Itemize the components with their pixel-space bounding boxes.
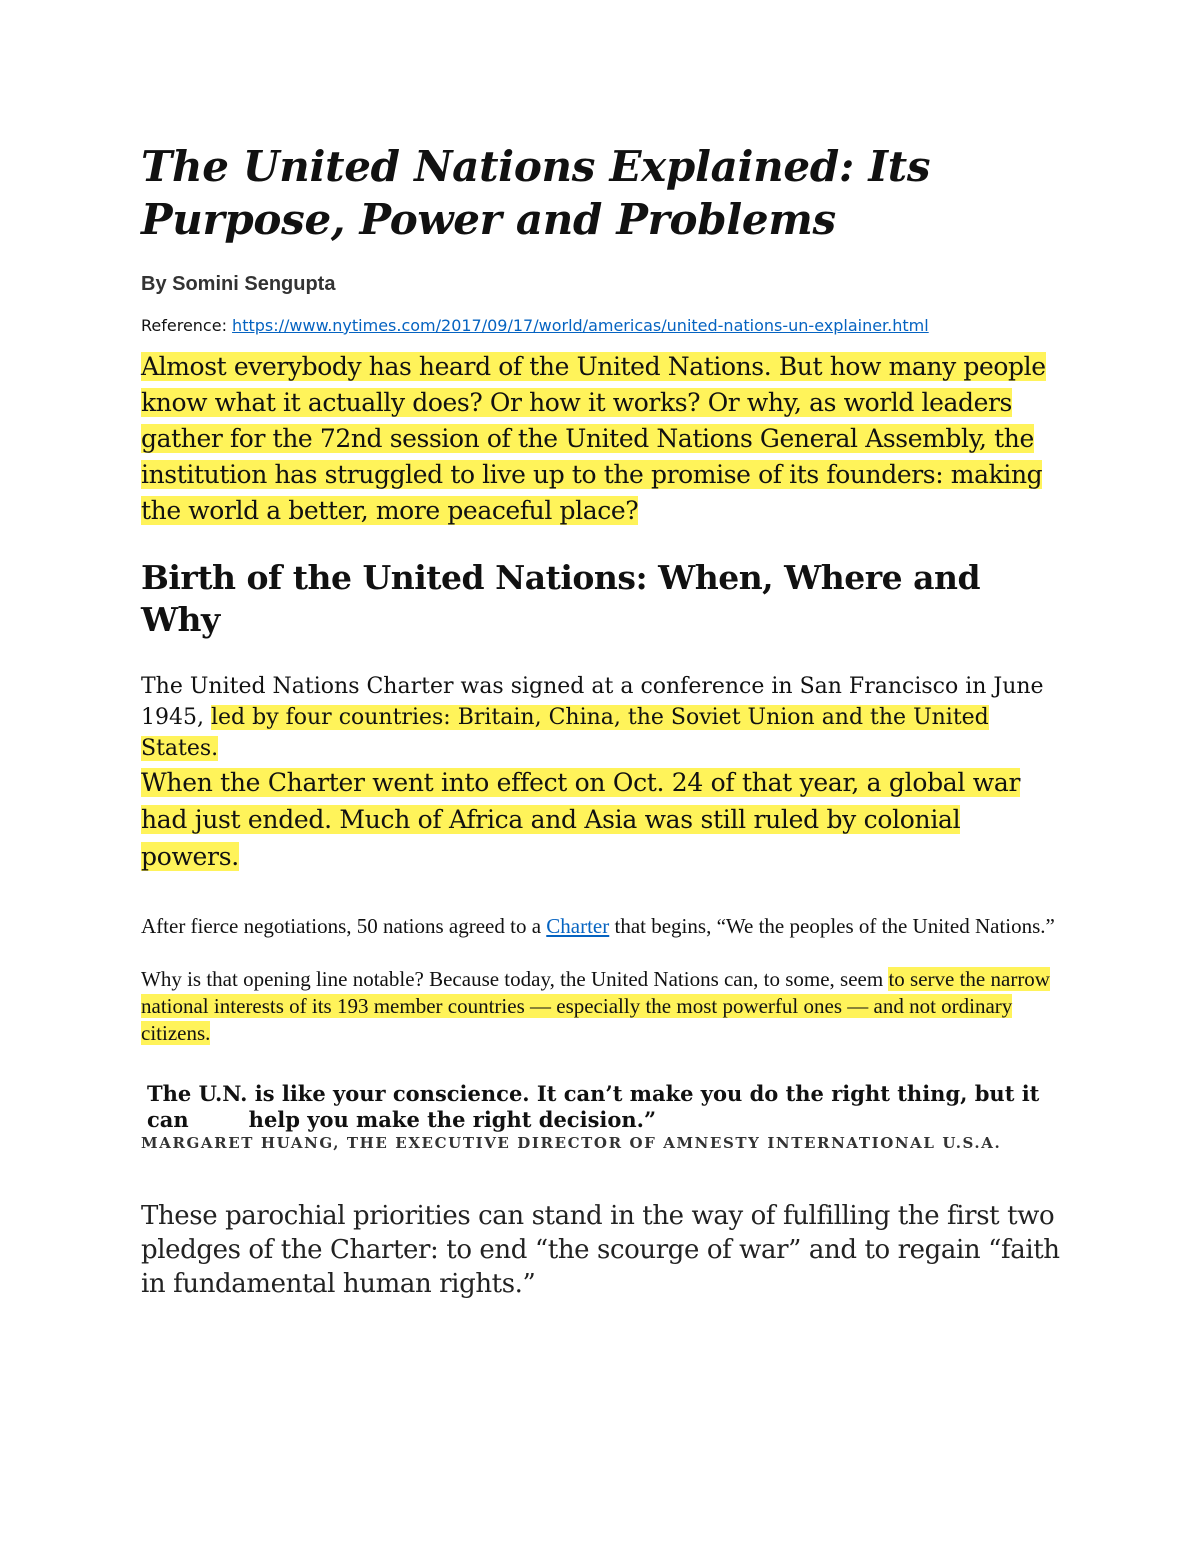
notable-highlighted-text: to serve the narrow national interests of its 193 member countries — especially the most powerful ones — and not ordinary citizens. xyxy=(141,967,1050,1045)
reference-label: Reference: xyxy=(141,316,233,335)
notable-paragraph xyxy=(141,966,1061,1047)
article-body xyxy=(141,140,1061,1301)
charter-highlighted-text: led by four countries: Britain, China, the Soviet Union and the United States. xyxy=(141,705,989,761)
article-title: The United Nations Explained: Its Purpose, Power and Problems xyxy=(141,142,931,244)
closing-paragraph: These parochial priorities can stand in the way of fulfilling the first two pledges of the Charter: to end “the scourge of war” and to regain “faith in fundamental human rights.” xyxy=(141,1201,1060,1299)
reference-link[interactable]: https://www.nytimes.com/2017/09/17/world/americas/united-nations-un-explainer.html xyxy=(232,316,929,335)
quote-text-part1: The U.N. is like your conscience. It can’t make you do the right thing, but it can xyxy=(147,1081,1040,1132)
notable-plain-text: Why is that opening line notable? Because today, the United Nations can, to some, seem xyxy=(141,967,889,991)
intro-highlighted-text: Almost everybody has heard of the United Nations. But how many people know what it actually does? Or how it works? Or why, as world leaders gather for the 72nd session of the United Nations General Assembly, the institution has struggled to live up to the promise of its founders: making the world a better, more peaceful place? xyxy=(141,352,1046,525)
charter-link[interactable]: Charter xyxy=(546,914,610,938)
effect-highlighted-text: When the Charter went into effect on Oct. 24 of that year, a global war had just ended. Much of Africa and Asia was still ruled by colonial powers. xyxy=(141,768,1021,871)
quote-attribution: MARGARET HUANG, THE EXECUTIVE DIRECTOR OF AMNESTY INTERNATIONAL U.S.A. xyxy=(141,1134,1002,1152)
effect-paragraph xyxy=(141,764,1061,875)
pull-quote xyxy=(141,1081,1061,1133)
reference-line xyxy=(141,315,1061,337)
quote-text-part2: help you make the right decision.” xyxy=(248,1107,657,1132)
intro-paragraph xyxy=(141,349,1061,529)
article-byline: By Somini Sengupta xyxy=(141,273,336,295)
charter-plain-text: The United Nations Charter was signed at a conference in San Francisco in June 1945, xyxy=(141,674,1044,730)
negotiations-text-after: that begins, “We the peoples of the United Nations.” xyxy=(609,914,1055,938)
negotiations-text-before: After fierce negotiations, 50 nations agreed to a xyxy=(141,914,547,938)
section-heading: Birth of the United Nations: When, Where and Why xyxy=(141,558,981,639)
negotiations-paragraph xyxy=(141,913,1061,940)
charter-paragraph xyxy=(141,671,1061,764)
